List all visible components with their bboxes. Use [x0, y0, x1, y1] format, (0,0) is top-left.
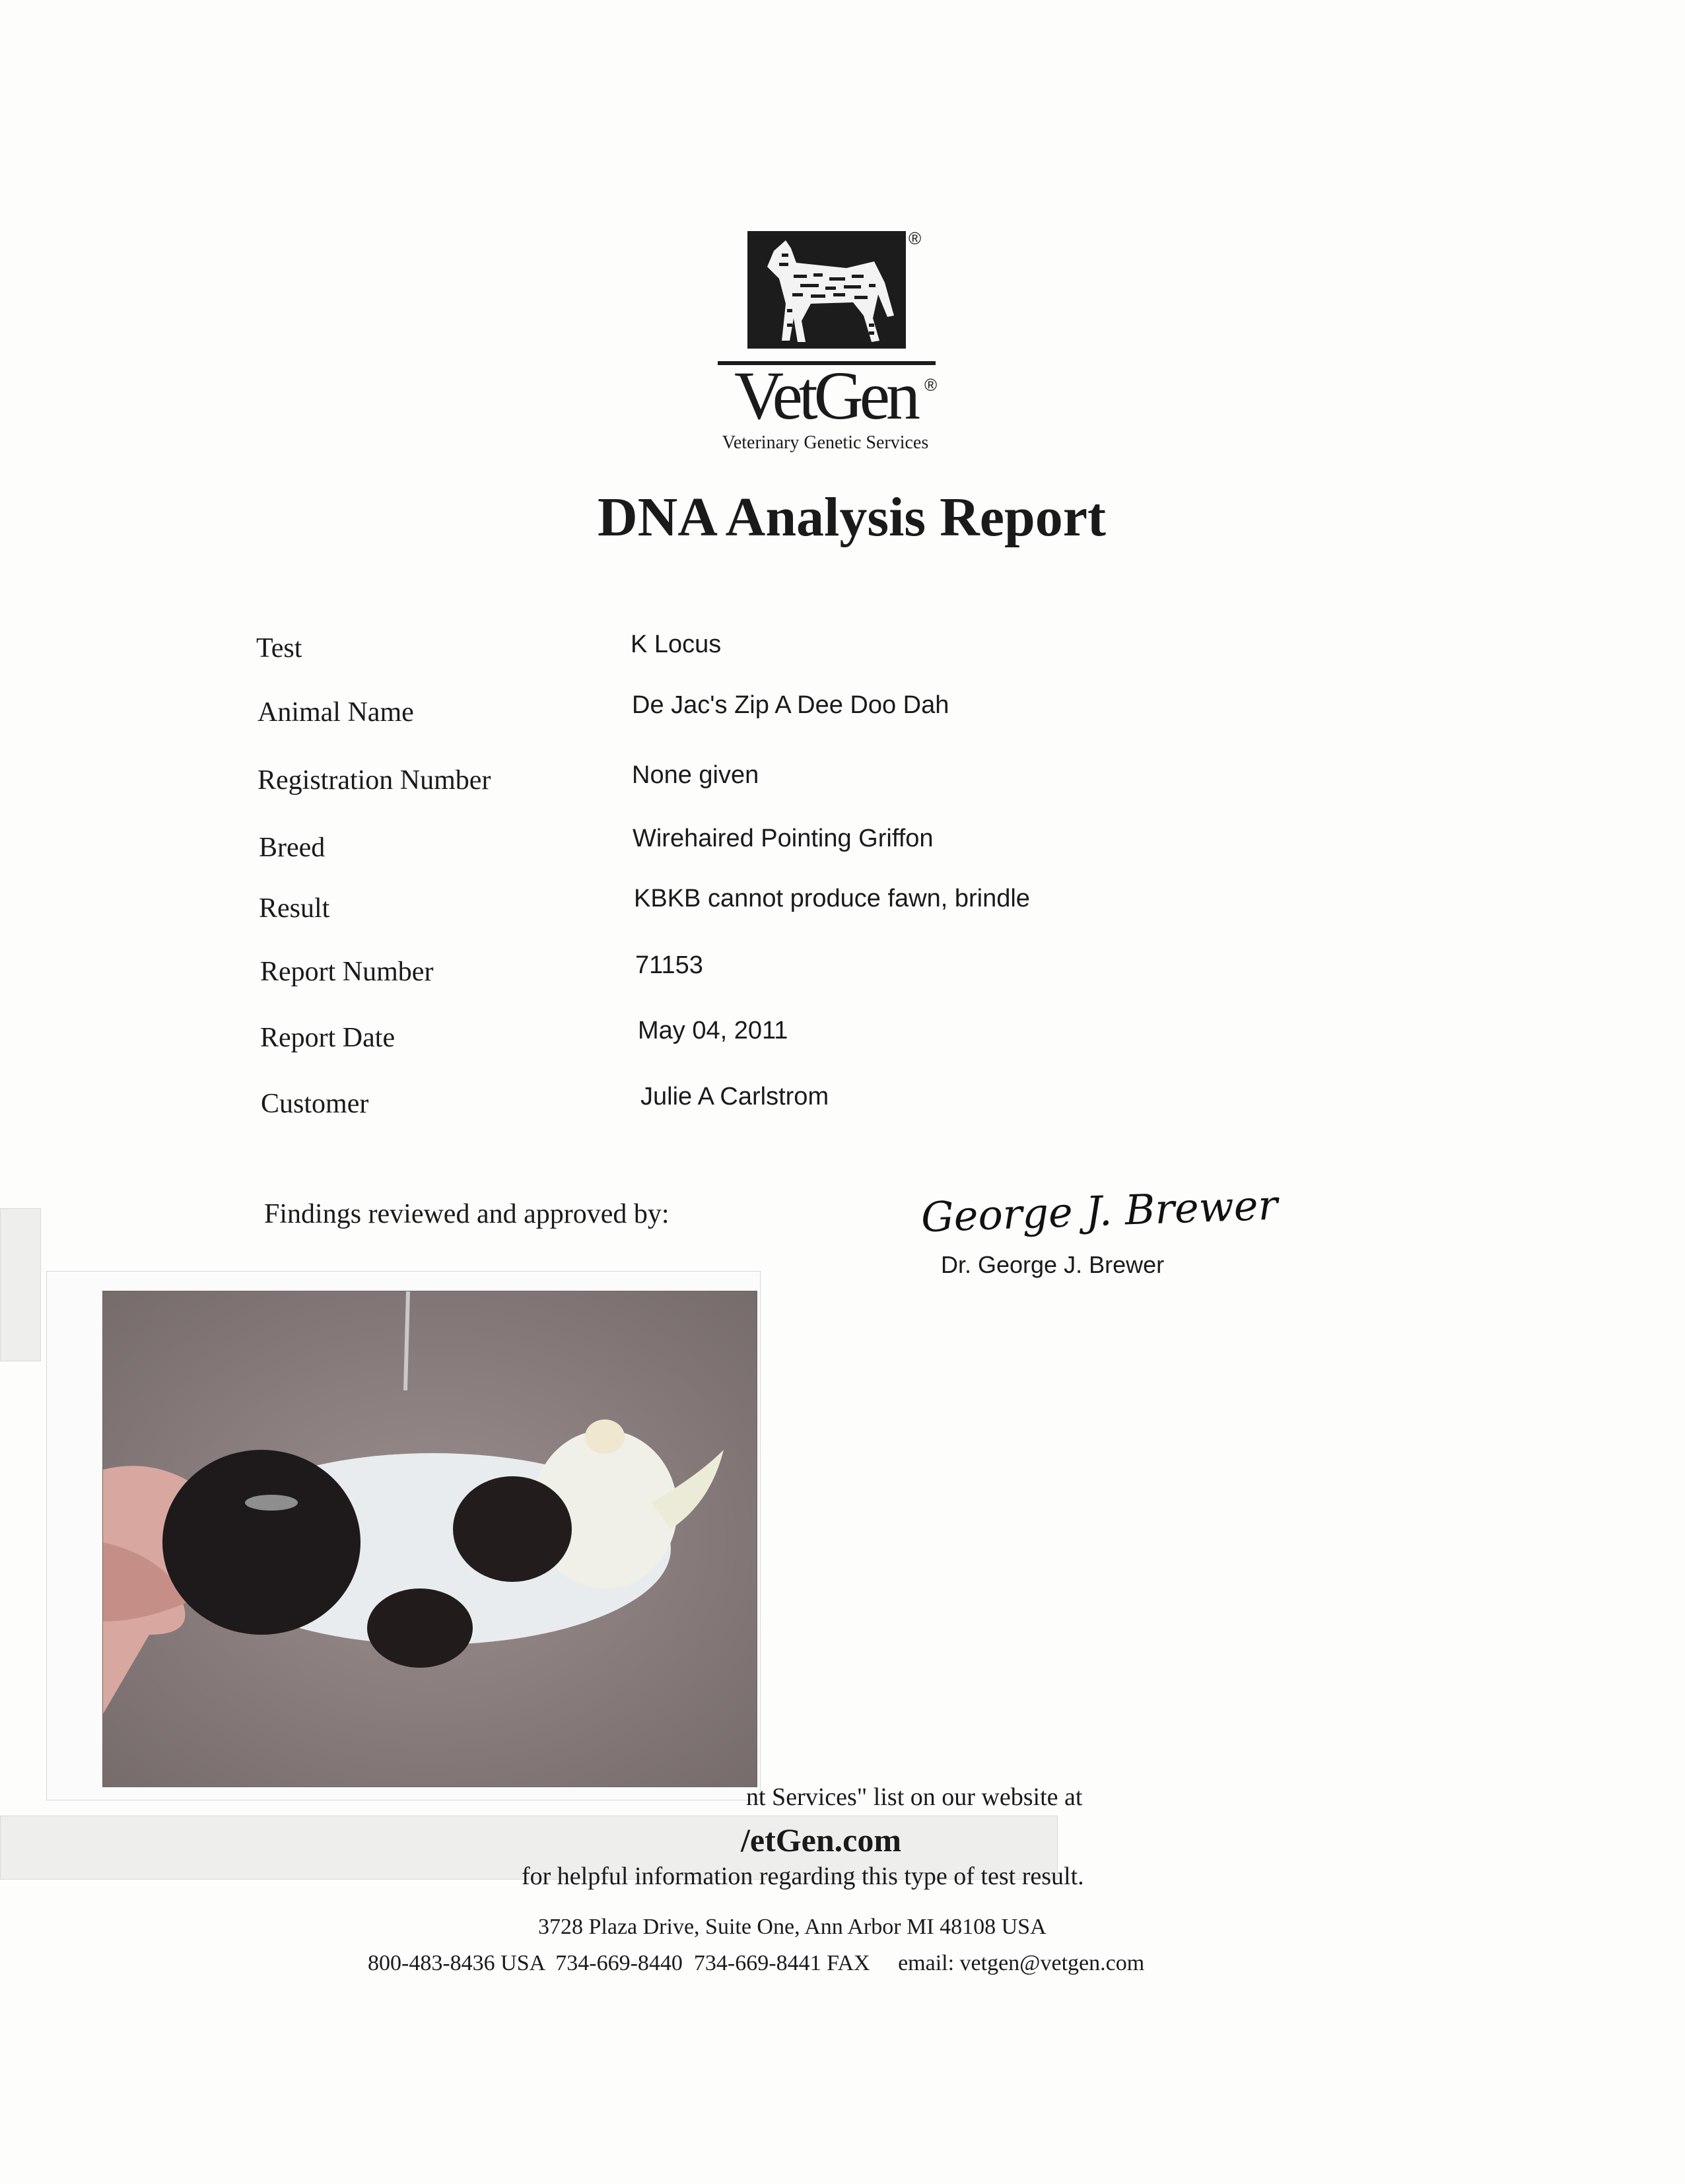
field-value-registration-number: None given: [632, 761, 759, 789]
brand-registered-mark: ®: [924, 375, 938, 395]
svg-text:George J. Brewer: George J. Brewer: [920, 1180, 1279, 1242]
footer-contacts: 800-483-8436 USA 734-669-8440 734-669-8441 FAX email: vetgen@vetgen.com: [368, 1951, 1145, 1975]
brand-logo-text: VetGen: [734, 358, 916, 434]
field-label-animal-name: Animal Name: [258, 697, 414, 728]
puppy-photo: [102, 1291, 757, 1787]
brand-tagline: Veterinary Genetic Services: [722, 432, 929, 453]
registered-mark: ®: [909, 228, 922, 248]
footer-line-1: nt Services" list on our website at: [746, 1783, 1083, 1811]
handwritten-signature: [914, 1175, 1279, 1248]
field-value-report-number: 71153: [635, 951, 703, 979]
field-value-test: K Locus: [631, 631, 722, 658]
footer-address: 3728 Plaza Drive, Suite One, Ann Arbor MI 48108 USA: [538, 1915, 1047, 1939]
field-value-customer: Julie A Carlstrom: [640, 1083, 829, 1110]
field-label-report-number: Report Number: [260, 957, 434, 987]
field-label-report-date: Report Date: [260, 1023, 395, 1053]
signer-name: Dr. George J. Brewer: [941, 1251, 1165, 1278]
footer-website: /etGen.com: [741, 1822, 901, 1859]
field-value-breed: Wirehaired Pointing Griffon: [633, 825, 934, 852]
field-value-result: KBKB cannot produce fawn, brindle: [634, 885, 1030, 912]
page-title: DNA Analysis Report: [597, 487, 1107, 548]
field-label-result: Result: [259, 893, 330, 924]
tape-strip: [0, 1208, 41, 1361]
vetgen-dog-logo-icon: [747, 231, 906, 349]
approval-label: Findings reviewed and approved by:: [264, 1199, 670, 1229]
field-value-animal-name: De Jac's Zip A Dee Doo Dah: [632, 691, 949, 719]
footer-line-3: for helpful information regarding this type of test result.: [522, 1862, 1084, 1890]
field-label-customer: Customer: [261, 1089, 369, 1119]
field-value-report-date: May 04, 2011: [638, 1017, 788, 1044]
field-label-breed: Breed: [259, 833, 326, 863]
field-label-registration-number: Registration Number: [258, 765, 491, 796]
field-label-test: Test: [256, 633, 302, 664]
